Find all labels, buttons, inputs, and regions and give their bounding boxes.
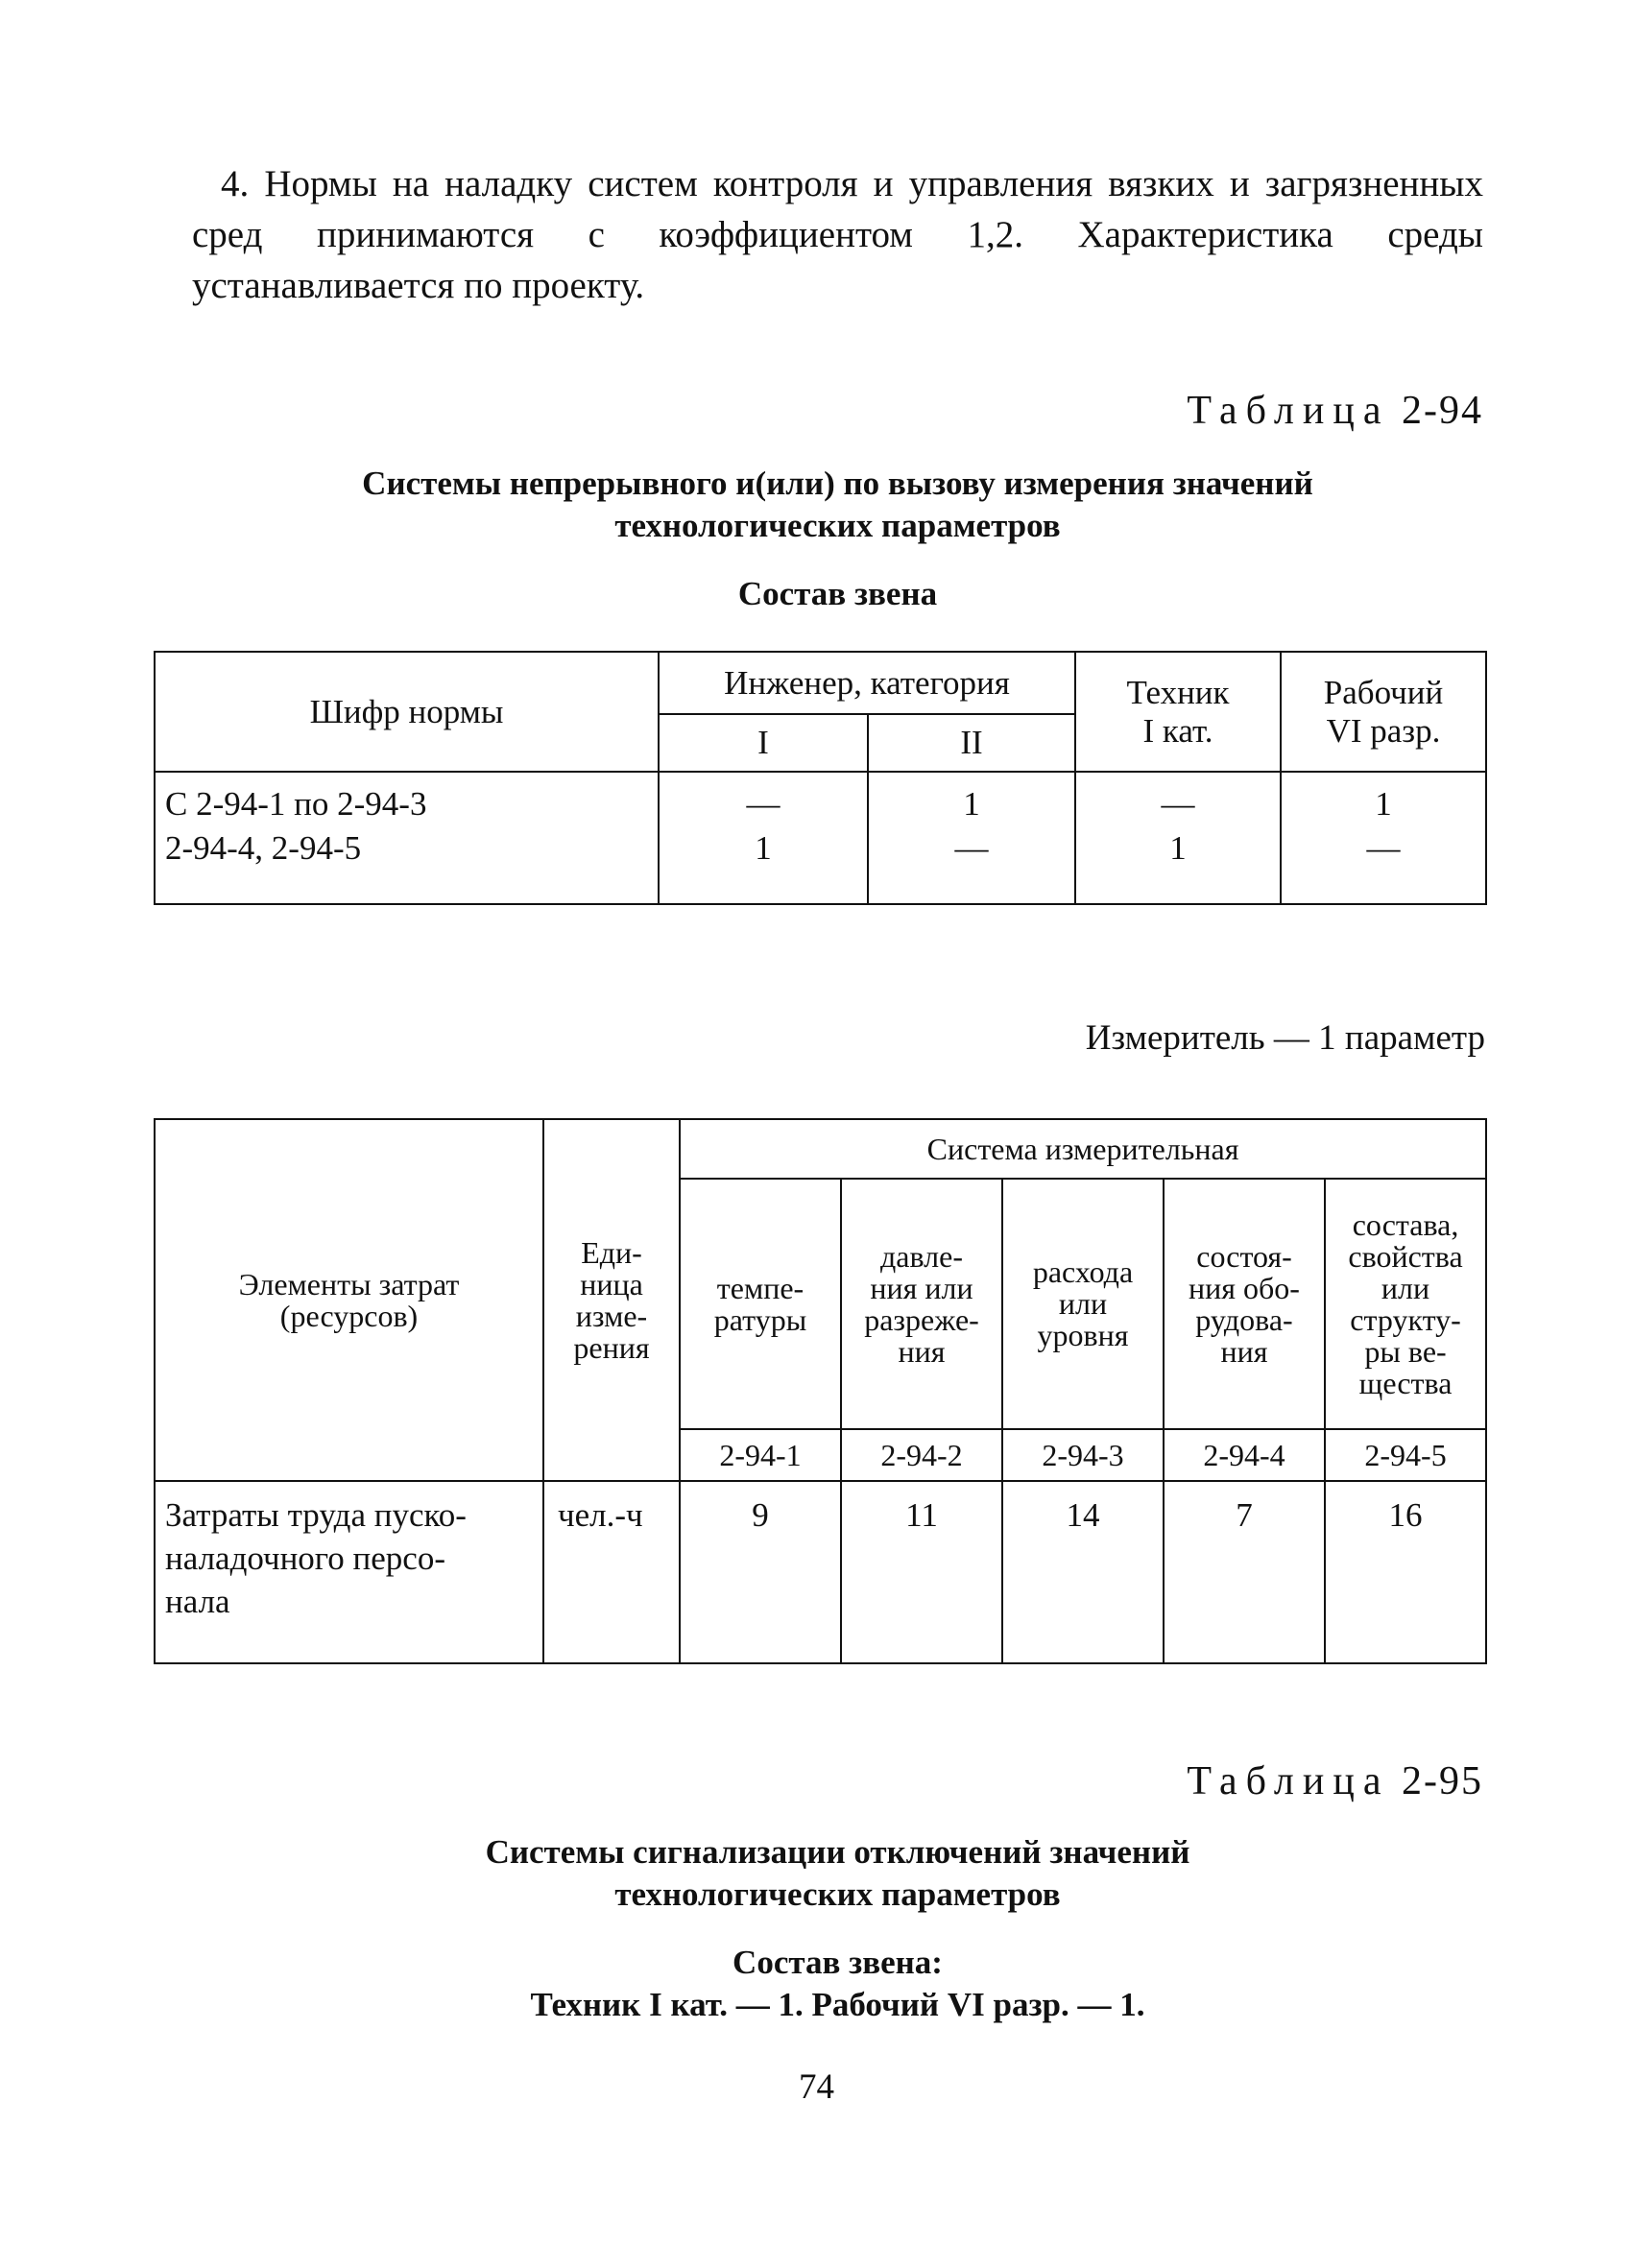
crew-tech-cell: — 1 bbox=[1075, 772, 1281, 904]
labor-cost-unit: чел.-ч bbox=[543, 1481, 680, 1663]
value-2-94-3: 14 bbox=[1002, 1481, 1164, 1663]
measure-unit: Измеритель — 1 параметр bbox=[1085, 1018, 1485, 1058]
col-header-engineer-cat-1: I bbox=[659, 714, 868, 772]
col-header-pressure: давле- ния или разреже- ния bbox=[841, 1179, 1002, 1429]
crew-eng1-cell: — 1 bbox=[659, 772, 868, 904]
crew-eng2-cell: 1 — bbox=[868, 772, 1075, 904]
col-header-engineer: Инженер, категория bbox=[659, 652, 1075, 714]
page-number: 74 bbox=[799, 2067, 834, 2107]
col-header-unit: Еди- ница изме- рения bbox=[543, 1119, 680, 1481]
table-94-crew-title: Состав звена bbox=[737, 575, 938, 612]
col-header-system: Система измерительная bbox=[680, 1119, 1486, 1179]
col-header-composition: состава, свойства или структу- ры ве- щества bbox=[1325, 1179, 1486, 1429]
table-94-label: Таблица 2-94 bbox=[1187, 389, 1483, 433]
col-header-elements: Элементы затрат (ресурсов) bbox=[155, 1119, 543, 1481]
table-95-label: Таблица 2-95 bbox=[1187, 1759, 1483, 1803]
table-95-crew: Состав звена: Техник I кат. — 1. Рабочий VI разр. — 1. bbox=[530, 1944, 1145, 2023]
table-94-title: Системы непрерывного и(или) по вызову измерения значений технологических параметров bbox=[362, 465, 1313, 544]
value-2-94-2: 11 bbox=[841, 1481, 1002, 1663]
col-header-engineer-cat-2: II bbox=[868, 714, 1075, 772]
norm-code-2-94-1: 2-94-1 bbox=[680, 1429, 841, 1481]
crew-worker-cell: 1 — bbox=[1281, 772, 1486, 904]
crew-codes-cell: С 2-94-1 по 2-94-3 2-94-4, 2-94-5 bbox=[155, 772, 659, 904]
value-2-94-4: 7 bbox=[1164, 1481, 1325, 1663]
norm-code-2-94-2: 2-94-2 bbox=[841, 1429, 1002, 1481]
col-header-code: Шифр нормы bbox=[155, 652, 659, 772]
labor-cost-label: Затраты труда пуско- наладочного персо- нала bbox=[155, 1481, 543, 1663]
value-2-94-1: 9 bbox=[680, 1481, 841, 1663]
norm-code-2-94-3: 2-94-3 bbox=[1002, 1429, 1164, 1481]
norm-code-2-94-5: 2-94-5 bbox=[1325, 1429, 1486, 1481]
crew-table bbox=[154, 651, 1487, 905]
col-header-temperature: темпе- ратуры bbox=[680, 1179, 841, 1429]
intro-paragraph: 4. Нормы на наладку систем контроля и управления вязких и загрязненных сред принимаются с коэффициентом 1,2. Характеристика среды устанавливается по проекту. bbox=[192, 163, 1483, 306]
col-header-equipment-state: состоя- ния обо- рудова- ния bbox=[1164, 1179, 1325, 1429]
table-95-title: Системы сигнализации отключений значений технологических параметров bbox=[485, 1833, 1190, 1913]
col-header-technician: Техник I кат. bbox=[1075, 652, 1281, 772]
cost-table bbox=[154, 1118, 1487, 1664]
col-header-flow: расхода или уровня bbox=[1002, 1179, 1164, 1429]
norm-code-2-94-4: 2-94-4 bbox=[1164, 1429, 1325, 1481]
value-2-94-5: 16 bbox=[1325, 1481, 1486, 1663]
col-header-worker: Рабочий VI разр. bbox=[1281, 652, 1486, 772]
